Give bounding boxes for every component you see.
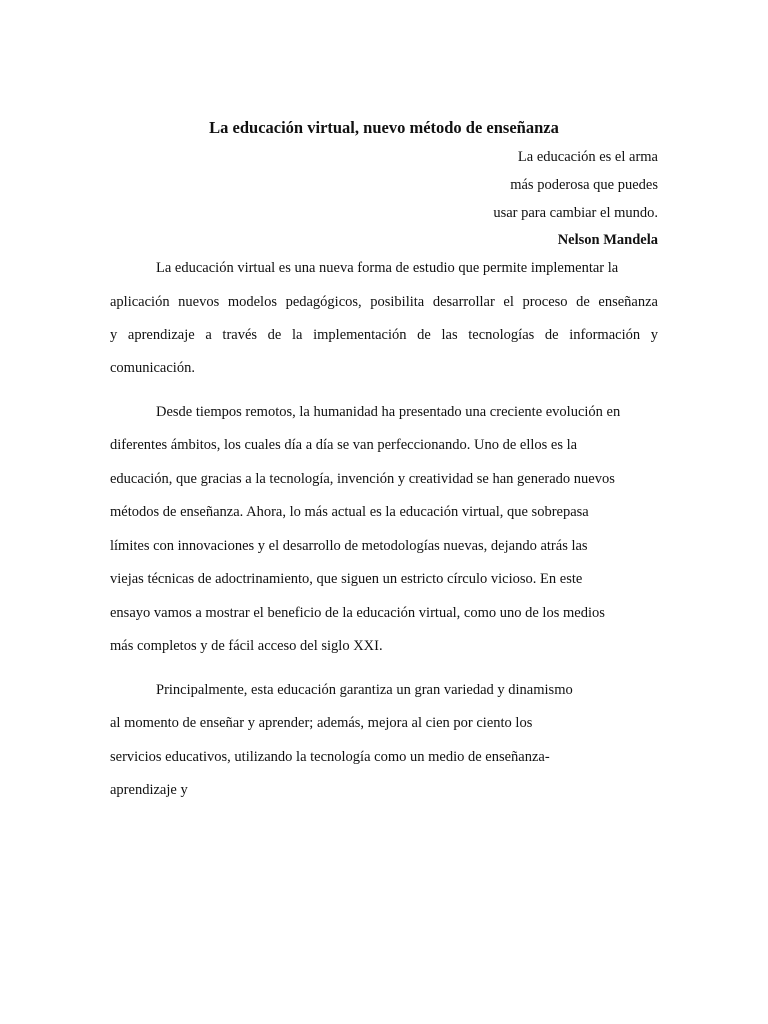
paragraph-2-line: más completos y de fácil acceso del siglo XXI. [110,638,383,654]
paragraph-2-line: diferentes ámbitos, los cuales día a día se van perfeccionando. Uno de ellos es la [110,437,578,453]
paragraph-1-line: aplicación nuevos modelos pedagógicos, posibilita desarrollar el proceso de enseñanza [110,294,658,310]
paragraph-2-line: límites con innovaciones y el desarrollo de metodologías nuevas, dejando atrás las [110,538,588,554]
paragraph-3-line: Principalmente, esta educación garantiza un gran variedad y dinamismo [156,682,573,698]
epigraph-line: La educación es el arma [517,149,658,165]
paragraph-3-line: servicios educativos, utilizando la tecnología como un medio de enseñanza- [110,749,550,765]
paragraph-2-line: Desde tiempos remotos, la humanidad ha presentado una creciente evolución en [156,404,621,420]
epigraph-author: Nelson Mandela [557,232,658,248]
paragraph-3-line: al momento de enseñar y aprender; además, mejora al cien por ciento los [110,715,533,731]
paragraph-1-line: comunicación. [110,360,195,376]
epigraph-line: más poderosa que puedes [510,177,658,193]
paragraph-2-line: educación, que gracias a la tecnología, invención y creatividad se han generado nuevos [110,471,615,487]
paragraph-2-line: viejas técnicas de adoctrinamiento, que siguen un estricto círculo vicioso. En este [110,571,583,587]
epigraph [400,145,658,251]
paragraph-1-line: La educación virtual es una nueva forma de estudio que permite implementar la [156,260,619,276]
epigraph-line: usar para cambiar el mundo. [493,205,658,221]
paragraph-2-line: métodos de enseñanza. Ahora, lo más actual es la educación virtual, que sobrepasa [110,504,589,520]
paragraph-2-line: ensayo vamos a mostrar el beneficio de la educación virtual, como uno de los medios [110,605,605,621]
page-title: La educación virtual, nuevo método de enseñanza [209,118,559,137]
paragraph-1-line: y aprendizaje a través de la implementación de las tecnologías de información y [110,327,658,343]
paragraph-3-line: aprendizaje y [110,782,188,798]
